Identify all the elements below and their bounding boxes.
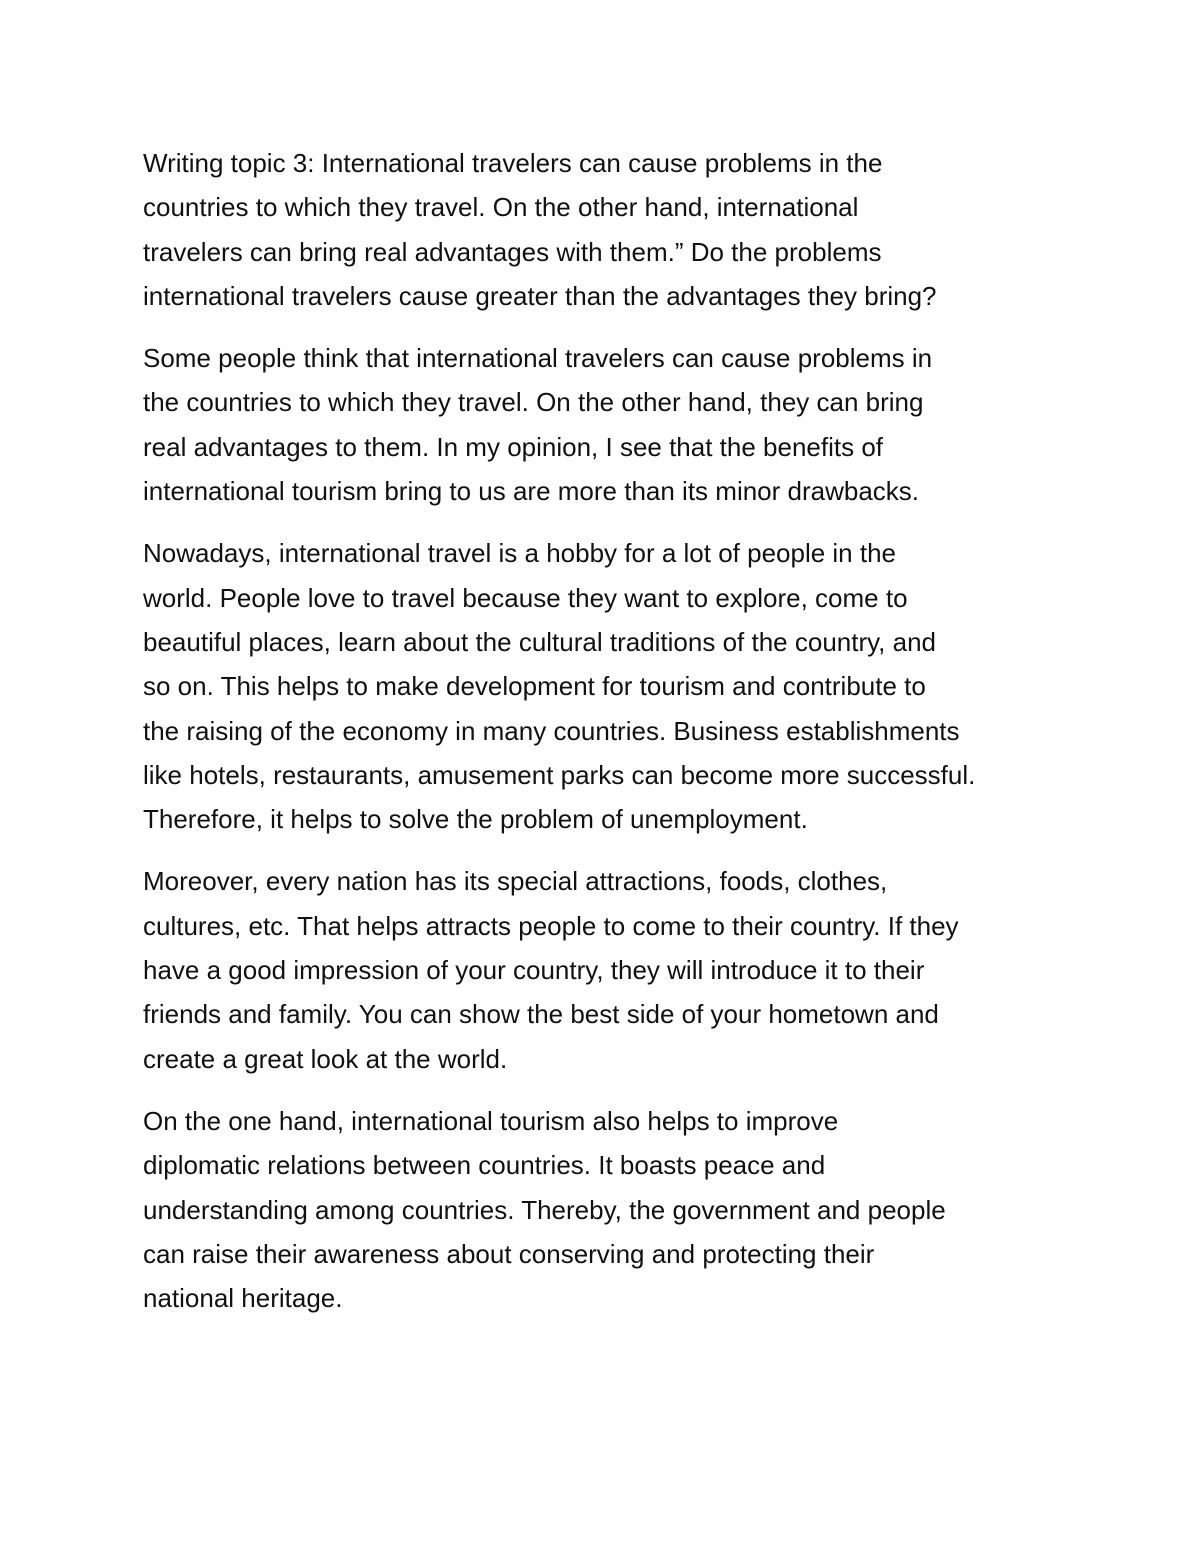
text-line: national heritage.	[143, 1283, 343, 1314]
text-line: international tourism bring to us are more than its minor drawbacks.	[143, 476, 920, 507]
text-line: countries to which they travel. On the other hand, international	[143, 192, 859, 223]
text-line: Some people think that international travelers can cause problems in	[143, 343, 933, 374]
text-line: Writing topic 3: International travelers can cause problems in the	[143, 148, 883, 178]
document-body	[143, 141, 1073, 1338]
text-line: have a good impression of your country, they will introduce it to their	[143, 955, 925, 986]
text-line: world. People love to travel because they want to explore, come to	[143, 582, 908, 613]
text-line: cultures, etc. That helps attracts people to come to their country. If they	[143, 910, 959, 941]
paragraph-introduction	[143, 336, 1073, 513]
text-line: like hotels, restaurants, amusement parks can become more successful.	[143, 759, 976, 790]
text-line: Therefore, it helps to solve the problem of unemployment.	[143, 804, 808, 835]
text-line: create a great look at the world.	[143, 1043, 508, 1074]
text-line: Nowadays, international travel is a hobby for a lot of people in the	[143, 538, 897, 569]
paragraph-body-economy	[143, 531, 1073, 841]
text-line: the countries to which they travel. On the other hand, they can bring	[143, 387, 924, 418]
paragraph-writing-topic	[143, 141, 1073, 318]
text-line: so on. This helps to make development for tourism and contribute to	[143, 671, 926, 702]
paragraph-body-diplomacy	[143, 1099, 1073, 1320]
text-line: the raising of the economy in many countries. Business establishments	[143, 715, 960, 746]
text-line: travelers can bring real advantages with them.” Do the problems	[143, 236, 882, 267]
text-line: understanding among countries. Thereby, the government and people	[143, 1194, 946, 1225]
text-line: On the one hand, international tourism also helps to improve	[143, 1105, 839, 1136]
text-line: real advantages to them. In my opinion, I see that the benefits of	[143, 431, 884, 462]
text-line: can raise their awareness about conserving and protecting their	[143, 1238, 875, 1269]
text-line: diplomatic relations between countries. It boasts peace and	[143, 1150, 826, 1181]
text-line: international travelers cause greater than the advantages they bring?	[143, 280, 937, 311]
text-line: Moreover, every nation has its special attractions, foods, clothes,	[143, 866, 888, 897]
paragraph-body-culture	[143, 859, 1073, 1080]
text-line: friends and family. You can show the best side of your hometown and	[143, 999, 939, 1030]
text-line: beautiful places, learn about the cultural traditions of the country, and	[143, 626, 937, 657]
